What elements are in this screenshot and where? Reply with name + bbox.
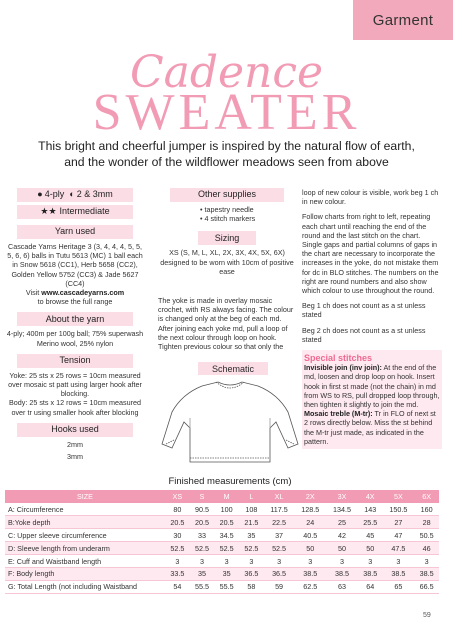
hooks-used-heading: Hooks used xyxy=(17,423,133,437)
measurement-cell: 3 xyxy=(414,555,439,568)
supply-item: • tapestry needle xyxy=(200,205,254,214)
visit-suffix: to browse the full range xyxy=(37,297,113,307)
star-icon: ★★ xyxy=(40,206,57,217)
tension-body: Body: 25 sts x 12 rows = 10cm measured over tr using smaller hook after blocking xyxy=(8,398,142,417)
measurement-cell: 36.5 xyxy=(239,567,264,580)
measurement-cell: 150.5 xyxy=(383,503,415,516)
about-yarn-heading: About the yarn xyxy=(17,312,133,326)
measurement-cell: 3 xyxy=(358,555,383,568)
column-left xyxy=(5,188,145,461)
measurement-cell: 46 xyxy=(414,542,439,555)
measurement-cell: 52.5 xyxy=(214,542,239,555)
hooks-size-label: 2 & 3mm xyxy=(76,189,113,200)
yarn-used-body xyxy=(5,242,145,306)
other-supplies-heading: Other supplies xyxy=(170,188,284,202)
measurement-cell: 52.5 xyxy=(264,542,295,555)
measurement-cell: 35 xyxy=(214,567,239,580)
measurement-cell: 117.5 xyxy=(264,503,295,516)
measurement-cell: 38.5 xyxy=(414,567,439,580)
measurement-cell: 27 xyxy=(383,516,415,529)
table-header-cell: XS xyxy=(165,490,190,503)
measurement-cell: 64 xyxy=(358,580,383,593)
table-header-cell: 6X xyxy=(414,490,439,503)
measurement-cell: 25.5 xyxy=(358,516,383,529)
level-label: Intermediate xyxy=(59,206,110,217)
tension-yoke: Yoke: 25 sts x 25 rows = 10cm measured over mosaic st patt using larger hook after blocking. xyxy=(8,370,142,399)
measurement-cell: 38.5 xyxy=(294,567,326,580)
schematic-heading: Schematic xyxy=(198,362,268,375)
yarn-website-link[interactable]: www.cascadeyarns.com xyxy=(41,288,125,298)
column-middle xyxy=(158,188,296,351)
measurement-cell: 20.5 xyxy=(214,516,239,529)
column-right xyxy=(302,188,442,449)
visit-prefix: Visit xyxy=(25,288,42,298)
hook-size-2: 3mm xyxy=(67,452,83,462)
measurement-cell: 80 xyxy=(165,503,190,516)
row-label-cell: A: Circumference xyxy=(5,503,165,516)
measurement-cell: 50.5 xyxy=(414,529,439,542)
measurement-cell: 24 xyxy=(294,516,326,529)
table-row xyxy=(5,529,439,542)
section-tag xyxy=(353,0,453,40)
measurement-cell: 21.5 xyxy=(239,516,264,529)
special-stitches-box xyxy=(302,350,442,449)
measurement-cell: 42 xyxy=(326,529,358,542)
row-label-cell: E: Cuff and Waistband length xyxy=(5,555,165,568)
section-tag-label: Garment xyxy=(372,11,434,29)
right-para-3: Beg 1 ch does not count as a st unless stated xyxy=(302,301,426,320)
measurement-cell: 34.5 xyxy=(214,529,239,542)
measurement-cell: 52.5 xyxy=(239,542,264,555)
measurement-cell: 3 xyxy=(294,555,326,568)
measurement-cell: 3 xyxy=(326,555,358,568)
table-header-cell: SIZE xyxy=(5,490,165,503)
measurement-cell: 58 xyxy=(239,580,264,593)
measurements-table xyxy=(5,490,439,594)
measurement-cell: 90.5 xyxy=(190,503,215,516)
measurement-cell: 59 xyxy=(264,580,295,593)
measurement-cell: 55.5 xyxy=(190,580,215,593)
table-header-cell: 4X xyxy=(358,490,383,503)
measurement-cell: 38.5 xyxy=(383,567,415,580)
hook-size-1: 2mm xyxy=(67,439,83,449)
measurement-cell: 35 xyxy=(190,567,215,580)
measurement-cell: 50 xyxy=(326,542,358,555)
measurement-cell: 62.5 xyxy=(294,580,326,593)
table-header-cell: 2X xyxy=(294,490,326,503)
row-label-cell: G: Total Length (not including Waistband xyxy=(5,580,165,593)
row-label-cell: F: Body length xyxy=(5,567,165,580)
table-row xyxy=(5,580,439,593)
mosaic-treble-def: Mosaic treble (M-tr): Tr in FLO of next st 2 rows directly below. Miss the st behind the M-tr just made, as indicated in the pattern. xyxy=(304,409,436,446)
measurement-cell: 63 xyxy=(326,580,358,593)
measurement-cell: 33.5 xyxy=(165,567,190,580)
measurement-cell: 52.5 xyxy=(190,542,215,555)
title-main: SWEATER xyxy=(92,84,361,141)
measurement-cell: 54 xyxy=(165,580,190,593)
row-label-cell: D: Sleeve length from underarm xyxy=(5,542,165,555)
yarn-ball-icon: ● xyxy=(37,189,43,200)
supplies-list xyxy=(158,205,296,223)
measurement-cell: 65 xyxy=(383,580,415,593)
right-para-4: Beg 2 ch does not count as a st unless stated xyxy=(302,325,426,344)
hook-icon: ◐ xyxy=(69,189,75,200)
table-header-cell: 3X xyxy=(326,490,358,503)
yarn-used-text: Cascade Yarns Heritage 3 (3, 4, 4, 4, 5, 5, 5, 6, 6) balls in Tutu 5613 (MC) 1 ball each in Snow 5618 (CC1), Herb 5658 (CC2), Golden Yellow 5752 (CC3) & Jade 5627 (CC4) xyxy=(7,242,143,288)
measurement-cell: 66.5 xyxy=(414,580,439,593)
measurement-cell: 47.5 xyxy=(383,542,415,555)
measurement-cell: 143 xyxy=(358,503,383,516)
measurement-cell: 47 xyxy=(383,529,415,542)
tension-heading: Tension xyxy=(17,354,133,368)
yarn-used-heading: Yarn used xyxy=(17,225,133,239)
measurement-cell: 33 xyxy=(190,529,215,542)
level-pill xyxy=(17,205,133,219)
table-header-cell: L xyxy=(239,490,264,503)
right-para-2: Follow charts from right to left, repeating each chart until reaching the end of the round and the last stitch on the chart. Single gaps and partial columns of gaps in the chart are necessary to incorporate the increases in the yoke, do not mistake them for dc in BLO stitches. The numbers on the right are round numbers and also show which colour to use throughout the round. xyxy=(302,212,439,296)
table-header-cell: XL xyxy=(264,490,295,503)
measurement-cell: 50 xyxy=(358,542,383,555)
weight-pill xyxy=(17,188,133,202)
measurement-cell: 3 xyxy=(165,555,190,568)
measurement-cell: 3 xyxy=(264,555,295,568)
measurement-cell: 3 xyxy=(239,555,264,568)
measurement-cell: 25 xyxy=(326,516,358,529)
table-row xyxy=(5,503,439,516)
about-yarn-text: 4-ply; 400m per 100g ball; 75% superwash Merino wool, 25% nylon xyxy=(6,329,144,348)
table-row xyxy=(5,542,439,555)
table-body xyxy=(5,503,439,593)
measurement-cell: 3 xyxy=(190,555,215,568)
measurement-cell: 108 xyxy=(239,503,264,516)
measurement-cell: 22.5 xyxy=(264,516,295,529)
measurement-cell: 100 xyxy=(214,503,239,516)
page-number: 59 xyxy=(423,612,431,619)
right-para-1: loop of new colour is visible, work beg 1 ch in new colour. xyxy=(302,188,439,207)
measurement-cell: 38.5 xyxy=(358,567,383,580)
row-label-cell: B:Yoke depth xyxy=(5,516,165,529)
measurement-cell: 20.5 xyxy=(190,516,215,529)
measurement-cell: 37 xyxy=(264,529,295,542)
table-header-cell: S xyxy=(190,490,215,503)
measurement-cell: 36.5 xyxy=(264,567,295,580)
row-label-cell: C: Upper sleeve circumference xyxy=(5,529,165,542)
sizing-text: XS (S, M, L, XL, 2X, 3X, 4X, 5X, 6X) designed to be worn with 10cm of positive ease xyxy=(160,248,294,276)
measurement-cell: 160 xyxy=(414,503,439,516)
measurement-cell: 3 xyxy=(214,555,239,568)
measurement-cell: 28 xyxy=(414,516,439,529)
measurement-cell: 52.5 xyxy=(165,542,190,555)
table-header-row xyxy=(5,490,439,503)
measurement-cell: 45 xyxy=(358,529,383,542)
ply-label: 4-ply xyxy=(44,189,65,200)
yoke-method-text: The yoke is made in overlay mosaic crochet, with RS always facing. The colour is changed only at the beg of each md. After joining each yoke md, pull a loop of the next colour through loop on hook. Tighten previous colour so that only the xyxy=(158,296,294,352)
inv-join-def: Invisible join (inv join): At the end of the md, loosen and drop loop on hook. Insert hook in first st made (not the chain) in md from WS to RS, pull dropped loop through, then tighten it slightly to join the md. xyxy=(304,363,440,410)
measurement-cell: 55.5 xyxy=(214,580,239,593)
table-row xyxy=(5,516,439,529)
measurement-cell: 35 xyxy=(239,529,264,542)
measurement-cell: 50 xyxy=(294,542,326,555)
measurement-cell: 128.5 xyxy=(294,503,326,516)
title-script: Cadence xyxy=(129,47,324,98)
finished-measurements-heading: Finished measurements (cm) xyxy=(168,476,292,487)
table-header-cell: M xyxy=(214,490,239,503)
table-row xyxy=(5,567,439,580)
measurement-cell: 38.5 xyxy=(326,567,358,580)
measurement-cell: 3 xyxy=(383,555,415,568)
table-header-cell: 5X xyxy=(383,490,415,503)
yarn-visit-line xyxy=(5,288,145,297)
supply-item: • 4 stitch markers xyxy=(200,214,256,224)
measurement-cell: 40.5 xyxy=(294,529,326,542)
measurement-cell: 30 xyxy=(165,529,190,542)
intro-text: This bright and cheerful jumper is inspired by the natural flow of earth, and the wonder of the wildflower meadows seen from above xyxy=(38,139,415,169)
sizing-heading: Sizing xyxy=(198,231,256,245)
schematic-drawing xyxy=(160,378,300,470)
table-row xyxy=(5,555,439,568)
measurement-cell: 20.5 xyxy=(165,516,190,529)
measurement-cell: 134.5 xyxy=(326,503,358,516)
special-stitches-heading: Special stitches xyxy=(304,353,373,364)
